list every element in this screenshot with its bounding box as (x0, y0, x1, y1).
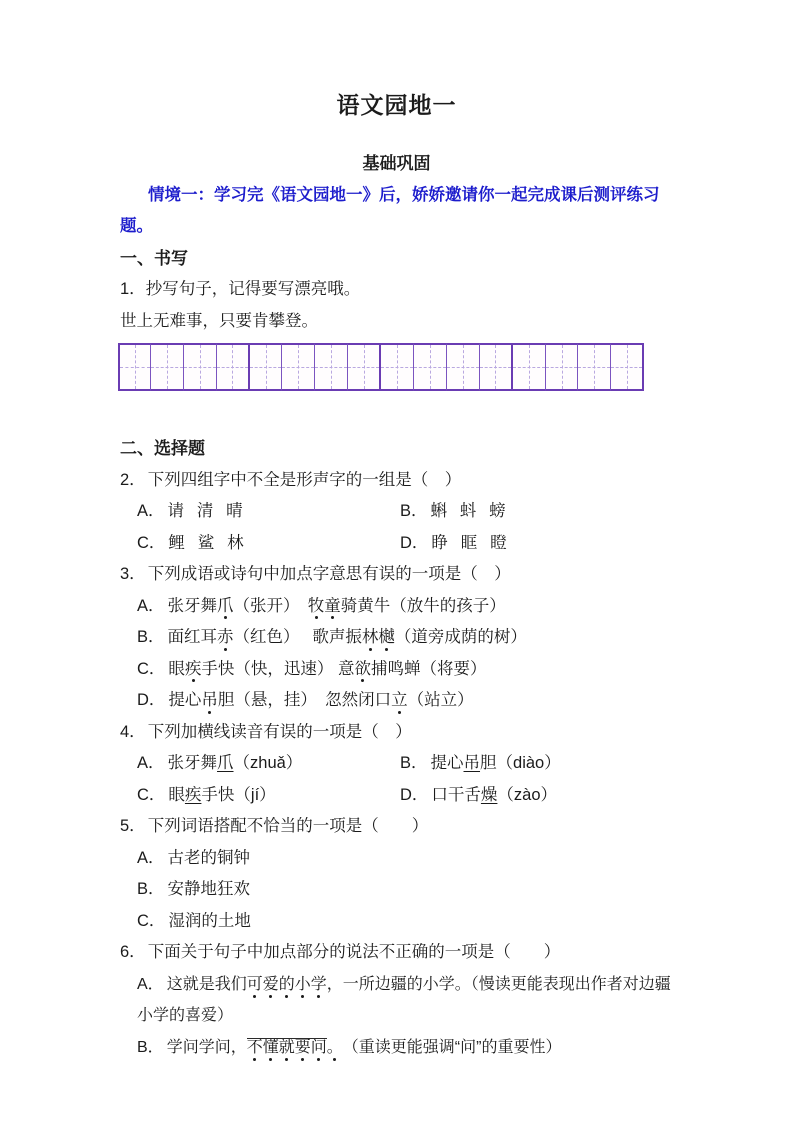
option-label: B． (400, 502, 428, 520)
option-label: A． (137, 502, 165, 520)
copy-sentence: 世上无难事，只要肯攀登。 (120, 311, 318, 330)
emphasized-char: 林 (361, 628, 379, 646)
grid-cell (611, 343, 644, 391)
answer-option (137, 748, 400, 780)
emphasized-char: 的 (278, 975, 295, 993)
answer-option (400, 748, 561, 780)
grid-cell (217, 343, 250, 391)
grid-horizontal-guide (250, 367, 282, 368)
question-number: 6． (120, 943, 146, 961)
question-stem (120, 937, 673, 969)
question-stem (120, 811, 673, 843)
grid-horizontal-guide (151, 367, 183, 368)
option-label: C． (137, 785, 166, 804)
option-label: D． (400, 533, 429, 552)
emphasized-char: 爪 (217, 596, 234, 615)
option-text: 鲤 鲨 林 (168, 533, 244, 552)
answer-option (137, 528, 400, 560)
grid-horizontal-guide (480, 367, 511, 368)
emphasized-char: 赤 (217, 628, 234, 646)
emphasized-char: 小 (294, 975, 311, 993)
question-1 (120, 274, 673, 306)
option-label: C． (137, 911, 166, 930)
emphasized-char: 立 (391, 691, 408, 709)
answer-option (400, 528, 507, 560)
question-number: 1． (120, 280, 146, 298)
writing-grid (118, 343, 651, 391)
option-label: A． (137, 596, 165, 615)
question-number: 3． (120, 565, 146, 583)
option-text: 这就是我们可爱的小学，一所边疆的小学。（慢读更能表现出作者对边疆小学的喜爱） (137, 975, 671, 1024)
option-text: 面红耳赤（红色） 歌声振林樾（道旁成荫的树） (167, 628, 527, 646)
underlined-char: 燥 (480, 785, 498, 804)
option-text: 古老的铜钟 (167, 848, 251, 867)
answer-option (137, 780, 400, 812)
question-number: 5． (120, 817, 146, 835)
option-text: 睁 眶 瞪 (431, 533, 507, 552)
option-label: A． (137, 848, 165, 867)
section-choice-heading: 二、选择题 (120, 439, 205, 458)
option-text: 湿润的土地 (168, 911, 251, 930)
grid-horizontal-guide (381, 367, 413, 368)
option-text: 提心吊胆（悬，挂） 忽然闭口立（站立） (168, 691, 474, 709)
option-label: B． (137, 1038, 164, 1056)
answer-option (137, 622, 673, 654)
option-label: C． (137, 533, 166, 552)
question-text: 抄写句子，记得要写漂亮哦。 (145, 280, 361, 298)
emphasized-char: 不 (246, 1038, 263, 1056)
option-text: 眼疾手快（快，迅速） 意欲捕鸣蝉（将要） (168, 659, 487, 678)
option-row (137, 528, 673, 560)
answer-option (137, 591, 673, 623)
option-label: B． (137, 880, 165, 898)
grid-cell (184, 343, 217, 391)
section-writing-heading: 一、书写 (120, 248, 188, 268)
option-label: D． (400, 785, 429, 804)
page-subtitle: 基础巩固 (362, 154, 431, 173)
grid-horizontal-guide (578, 367, 610, 368)
question-stem-text: 下列词语搭配不恰当的一项是（ ） (147, 817, 429, 835)
emphasized-char: 牧 (307, 596, 325, 615)
option-text: 提心吊胆（diào） (430, 754, 561, 772)
answer-option (400, 780, 557, 812)
option-text: 张牙舞爪（张开） 牧童骑黄牛（放牛的孩子） (167, 596, 506, 615)
answer-option (137, 496, 400, 528)
question-number: 2． (120, 470, 146, 489)
question-list (120, 465, 673, 1064)
option-row (137, 496, 673, 528)
underlined-char: 吊 (463, 754, 481, 772)
grid-cell (118, 343, 151, 391)
option-text: 眼疾手快（jí） (168, 785, 276, 804)
grid-cell (250, 343, 283, 391)
grid-horizontal-guide (611, 367, 642, 368)
grid-horizontal-guide (414, 367, 446, 368)
grid-cell (414, 343, 447, 391)
option-text: 安静地狂欢 (167, 880, 251, 898)
grid-horizontal-guide (546, 367, 578, 368)
answer-option (137, 874, 673, 906)
option-text: 蝌 蚪 螃 (430, 502, 506, 520)
scenario-text: 情境一：学习完《语文园地一》后，娇娇邀请你一起完成课后测评练习题。 (120, 185, 660, 235)
answer-option (137, 1032, 682, 1064)
emphasized-char: 疾 (184, 659, 202, 678)
emphasized-char: 欲 (354, 659, 372, 678)
option-row (137, 748, 673, 780)
question-stem (120, 465, 673, 497)
option-row (137, 780, 673, 812)
emphasized-char: 樾 (378, 628, 395, 646)
emphasized-char: 爱 (262, 975, 279, 993)
grid-horizontal-guide (513, 367, 545, 368)
grid-cell (315, 343, 348, 391)
answer-option (137, 906, 673, 938)
grid-cell (348, 343, 381, 391)
emphasized-char: 吊 (201, 691, 218, 709)
emphasized-char: 。 (326, 1038, 343, 1056)
option-text: 张牙舞爪（zhuǎ） (167, 754, 303, 772)
grid-horizontal-guide (447, 367, 479, 368)
grid-horizontal-guide (217, 367, 248, 368)
grid-horizontal-guide (348, 367, 379, 368)
emphasized-char: 就 (278, 1038, 295, 1056)
emphasized-char: 要 (294, 1038, 311, 1056)
option-label: A． (137, 975, 164, 993)
answer-option (137, 969, 682, 1032)
grid-horizontal-guide (315, 367, 347, 368)
grid-cell (282, 343, 315, 391)
emphasized-char: 童 (324, 596, 341, 615)
option-text: 口干舌燥（zào） (431, 785, 558, 804)
underlined-char: 疾 (184, 785, 202, 804)
page-title: 语文园地一 (336, 92, 457, 118)
answer-option (400, 496, 506, 528)
question-stem-text: 下列加横线读音有误的一项是（ ） (147, 722, 412, 741)
answer-option (137, 685, 673, 717)
grid-horizontal-guide (120, 367, 150, 368)
question-stem-text: 下面关于句子中加点部分的说法不正确的一项是（ ） (147, 943, 561, 961)
emphasized-char: 懂 (262, 1038, 279, 1056)
grid-cell (447, 343, 480, 391)
option-label: A． (137, 754, 165, 772)
grid-cell (578, 343, 611, 391)
grid-cell (381, 343, 414, 391)
emphasized-char: 学 (310, 975, 327, 993)
grid-cell (513, 343, 546, 391)
emphasized-char: 可 (246, 975, 263, 993)
grid-cell (546, 343, 579, 391)
grid-horizontal-guide (184, 367, 216, 368)
option-label: D． (137, 691, 166, 709)
question-stem-text: 下列四组字中不全是形声字的一组是（ ） (147, 470, 462, 489)
grid-cell (480, 343, 513, 391)
option-label: B． (137, 628, 165, 646)
option-label: C． (137, 659, 166, 678)
option-text: 学问学问，不懂就要问。（重读更能强调“问”的重要性） (166, 1038, 562, 1056)
answer-option (137, 654, 673, 686)
grid-cell (151, 343, 184, 391)
question-number: 4． (120, 722, 146, 741)
underlined-char: 爪 (217, 754, 234, 772)
option-text: 请 清 晴 (167, 502, 243, 520)
emphasized-char: 问 (310, 1038, 327, 1056)
question-stem (120, 717, 673, 749)
answer-option (137, 843, 673, 875)
question-stem-text: 下列成语或诗句中加点字意思有误的一项是（ ） (147, 565, 511, 583)
grid-horizontal-guide (282, 367, 314, 368)
option-label: B． (400, 754, 428, 772)
question-stem (120, 559, 673, 591)
